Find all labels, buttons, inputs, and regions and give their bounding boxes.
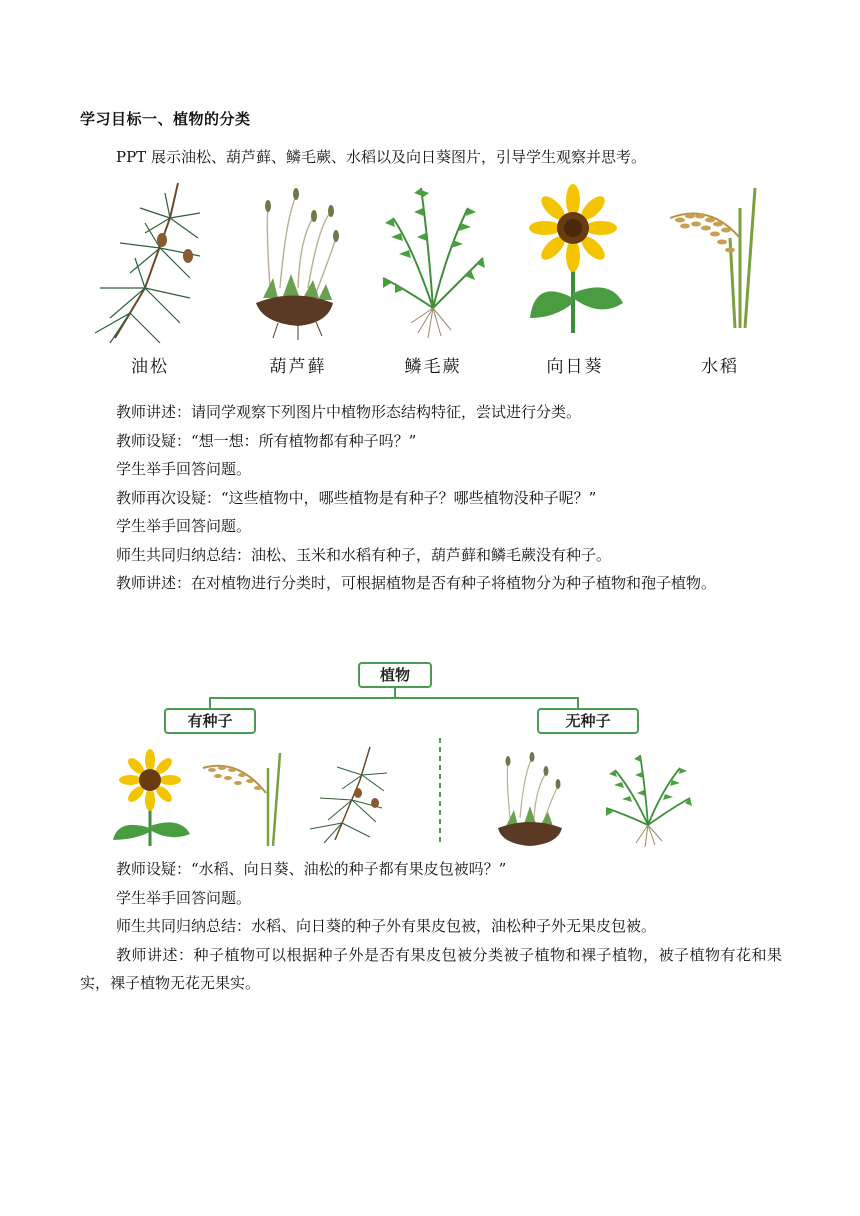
diagram-seed-box: 有种子 [164, 708, 256, 734]
rice-image [660, 178, 780, 348]
pine-branch-image [300, 745, 400, 845]
paragraph-question-1: 教师设疑：“想一想：所有植物都有种子吗？” [116, 432, 417, 450]
plant-pine [90, 178, 210, 378]
sunflower-image [515, 178, 635, 348]
paragraph-summary-1: 师生共同归纳总结：油松、玉米和水稻有种子，葫芦藓和鳞毛蕨没有种子。 [116, 546, 612, 564]
plant-label-rice: 水稻 [701, 357, 739, 377]
plant-rice [660, 178, 780, 378]
plant-label-pine: 油松 [131, 357, 169, 377]
paragraph-question-2: 教师再次设疑：“这些植物中，哪些植物是有种子？哪些植物没种子呢？” [116, 489, 597, 507]
moss-image [488, 748, 578, 853]
paragraph-question-3: 教师设疑：“水稻、向日葵、油松的种子都有果皮包被吗？” [116, 860, 507, 878]
plant-label-fern: 鳞毛蕨 [404, 357, 462, 377]
paragraph-observe: 教师讲述：请同学观察下列图片中植物形态结构特征，尝试进行分类。 [116, 403, 582, 421]
plant-label-sunflower: 向日葵 [546, 357, 604, 377]
paragraph-answer-2: 学生举手回答问题。 [116, 517, 252, 535]
paragraph-ppt: PPT 展示油松、葫芦藓、鳞毛蕨、水稻以及向日葵图片，引导学生观察并思考。 [116, 148, 646, 166]
moss-image [238, 178, 358, 348]
sunflower-image [108, 748, 198, 848]
fern-image [600, 750, 700, 850]
plant-images-row [90, 178, 780, 378]
classification-diagram [100, 660, 720, 860]
diagram-noseed-box: 无种子 [537, 708, 639, 734]
section-heading: 学习目标一、植物的分类 [80, 110, 251, 128]
plant-sunflower [515, 178, 635, 378]
pine-branch-image [90, 178, 210, 348]
paragraph-answer-3: 学生举手回答问题。 [116, 889, 252, 907]
plant-fern [373, 178, 493, 378]
paragraph-answer-1: 学生举手回答问题。 [116, 460, 252, 478]
paragraph-explain: 教师讲述：种子植物可以根据种子外是否有果皮包被分类被子植物和裸子植物，被子植物有花和果实，裸子植物无花无果实。 [80, 946, 782, 992]
paragraph-summary-2: 师生共同归纳总结：水稻、向日葵的种子外有果皮包被，油松种子外无果皮包被。 [116, 917, 657, 935]
plant-moss [238, 178, 358, 378]
plant-label-moss: 葫芦藓 [269, 357, 327, 377]
paragraph-classify: 教师讲述：在对植物进行分类时，可根据植物是否有种子将植物分为种子植物和孢子植物。 [116, 574, 717, 592]
diagram-root-box: 植物 [358, 662, 432, 688]
fern-image [373, 178, 493, 348]
rice-image [198, 748, 298, 848]
